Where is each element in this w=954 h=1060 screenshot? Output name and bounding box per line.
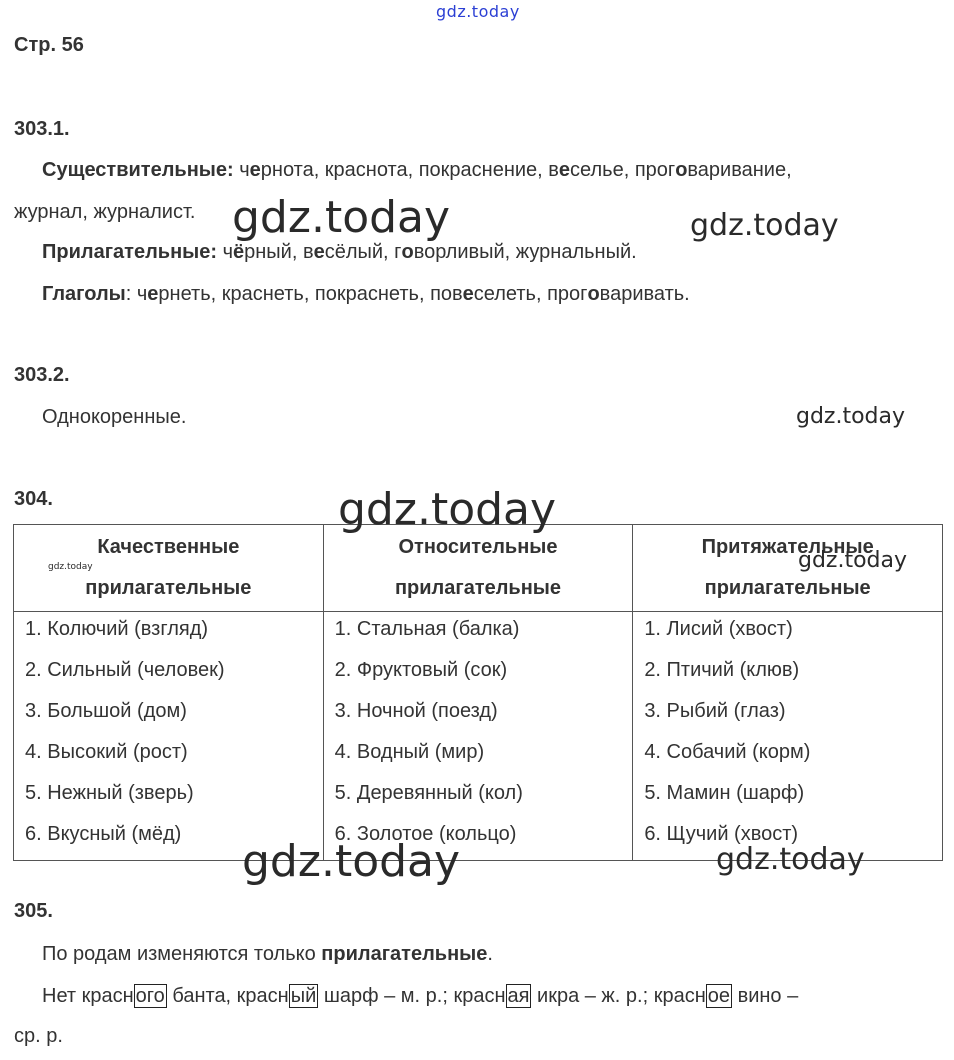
text-run: вино – (732, 985, 799, 1007)
watermark: gdz.today (690, 208, 839, 243)
list-item: 4. Высокий (рост) (25, 741, 188, 763)
table-cell (633, 612, 943, 861)
list-item: 2. Фруктовый (сок) (334, 659, 508, 681)
list-item: 4. Водный (мир) (334, 741, 485, 763)
list-item: 1. Колючий (взгляд) (25, 618, 209, 640)
watermark: gdz.today (232, 192, 451, 243)
column-header: Качественные прилагательные (14, 525, 324, 612)
nouns-line (42, 158, 792, 182)
text-run: ч (217, 241, 234, 263)
adjectives-table (13, 524, 943, 861)
text-run: : ч (125, 283, 148, 305)
list-item: 3. Ночной (поезд) (334, 700, 498, 722)
list-item: 6. Вкусный (мёд) (25, 823, 182, 845)
text-run: селеть, прог (473, 283, 588, 305)
verbs-words (126, 283, 690, 305)
list-item: 2. Сильный (человек) (25, 659, 225, 681)
column-header: Притяжательные прилагательные (633, 525, 943, 612)
list-item: 2. Птичий (клюв) (644, 659, 800, 681)
nouns-line-2: журнал, журналист. (14, 201, 196, 223)
answer-text: По родам изменяются только прилагательные. (42, 943, 493, 965)
text-run: рнеть, краснеть, покраснеть, пов (158, 283, 463, 305)
text-run: шарф – м. р.; красн (318, 985, 506, 1007)
list-item: 1. Стальная (балка) (334, 618, 520, 640)
nouns-words (234, 159, 792, 181)
text-run: варивание, (687, 159, 792, 181)
list-item: 4. Собачий (корм) (644, 741, 811, 763)
answer-text: Однокоренные. (42, 406, 187, 428)
stressed-letter: е (313, 241, 325, 263)
list-item: 1. Лисий (хвост) (644, 618, 793, 640)
stressed-letter: е (462, 283, 474, 305)
list-item: 3. Большой (дом) (25, 700, 187, 722)
exercise-number: 305. (14, 900, 53, 922)
watermark: gdz.today (796, 404, 906, 429)
text-run: рный, в (244, 241, 314, 263)
page-label: Стр. 56 (14, 34, 84, 56)
watermark: gdz.today (242, 836, 461, 887)
text-run: рнота, краснота, покраснение, в (260, 159, 559, 181)
table-cell (14, 612, 324, 861)
stressed-letter: ё (233, 241, 245, 263)
list-item: 5. Деревянный (кол) (334, 782, 523, 804)
adjectives-words (217, 241, 637, 263)
boxed-ending: ая (507, 985, 530, 1007)
watermark: gdz.today (48, 562, 93, 572)
list-item: 3. Рыбий (глаз) (644, 700, 786, 722)
endings-line (42, 984, 798, 1008)
boxed-ending: ого (135, 985, 165, 1007)
text-run: селье, прог (570, 159, 676, 181)
text-run: варивать. (599, 283, 690, 305)
stressed-letter: е (147, 283, 159, 305)
text-run: ворливый, журнальный. (413, 241, 637, 263)
watermark: gdz.today (716, 842, 865, 877)
text-run: ч (233, 159, 250, 181)
text-run: сёлый, г (324, 241, 402, 263)
text-run: банта, красн (166, 985, 289, 1007)
text-run: икра – ж. р.; красн (531, 985, 706, 1007)
text-run: Нет красн (42, 985, 134, 1007)
table-row (14, 612, 943, 861)
adjectives-line (42, 240, 637, 264)
stressed-letter: е (249, 159, 261, 181)
boxed-ending: ый (290, 985, 317, 1007)
stressed-letter: о (401, 241, 414, 263)
watermark-top: gdz.today (436, 2, 520, 21)
stressed-letter: е (558, 159, 571, 181)
exercise-number: 304. (14, 488, 53, 510)
watermark: gdz.today (798, 548, 908, 573)
verbs-line (42, 282, 690, 306)
list-item: 5. Мамин (шарф) (644, 782, 805, 804)
verbs-label: Глаголы (42, 283, 126, 305)
boxed-ending: ое (707, 985, 731, 1007)
adjectives-label: Прилагательные: (42, 241, 218, 263)
stressed-letter: о (587, 283, 600, 305)
stressed-letter: о (675, 159, 688, 181)
exercise-number: 303.1. (14, 118, 70, 140)
nouns-label: Существительные: (42, 159, 234, 181)
exercise-number: 303.2. (14, 364, 70, 386)
endings-line-2: ср. р. (14, 1025, 63, 1047)
watermark: gdz.today (338, 484, 557, 535)
list-item: 6. Щучий (хвост) (644, 823, 799, 845)
list-item: 6. Золотое (кольцо) (334, 823, 517, 845)
column-header: Относительные прилагательные (323, 525, 633, 612)
list-item: 5. Нежный (зверь) (25, 782, 194, 804)
table-cell (323, 612, 633, 861)
